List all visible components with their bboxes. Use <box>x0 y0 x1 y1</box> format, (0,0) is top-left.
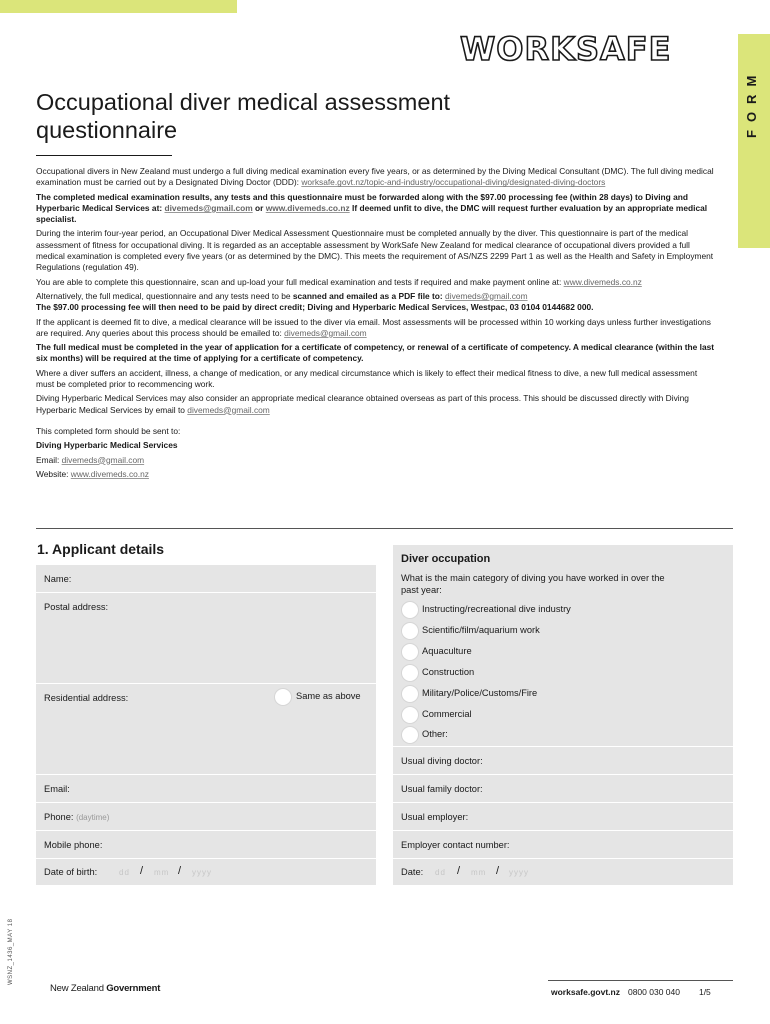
option-radio[interactable] <box>401 664 419 682</box>
pdf-email-link[interactable]: divemeds@gmail.com <box>445 290 528 301</box>
diver-occupation-panel <box>393 545 733 885</box>
contact-email-link[interactable]: divemeds@gmail.com <box>61 454 145 465</box>
mobile-phone-field[interactable] <box>36 831 376 859</box>
form-tab-label: FORM <box>744 67 759 138</box>
intro-paragraph-6 <box>36 317 716 340</box>
intro-paragraph-7 <box>36 342 716 365</box>
option-label: Scientific/film/aquarium work <box>422 625 540 635</box>
send-to-org <box>36 440 716 451</box>
name-field[interactable] <box>36 565 376 593</box>
same-as-above-label: Same as above <box>296 691 361 701</box>
same-as-above-radio[interactable] <box>274 688 292 706</box>
send-to-website <box>36 469 716 480</box>
intro-p2-b: If deemed unfit to dive, the DMC will request further evaluation by an appropriate medical specialist. <box>36 202 708 225</box>
dob-slash-2: / <box>178 865 182 877</box>
option-radio[interactable] <box>401 706 419 724</box>
email-label: Email: <box>36 454 62 465</box>
footer-website[interactable]: worksafe.govt.nz <box>551 987 620 997</box>
option-radio[interactable] <box>401 601 419 619</box>
diving-doctor-field[interactable] <box>393 747 733 775</box>
send-to-email <box>36 455 716 466</box>
email-field-label: Email: <box>44 784 70 794</box>
section-1-title: 1. Applicant details <box>37 541 165 557</box>
postal-address-label: Postal address: <box>44 602 109 612</box>
phone-field[interactable] <box>36 803 376 831</box>
footer-phone: 0800 030 040 <box>627 987 680 997</box>
org-name: Diving Hyperbaric Medical Services <box>36 440 178 451</box>
phone-label-text: Phone: <box>44 812 77 822</box>
intro-p6-text: If the applicant is deemed fit to dive, a medical clearance will be issued to the diver via email. Most assessments will be processed within 10 working days unless further investigations are required. Any queries about this process should be emailed to: <box>36 316 711 338</box>
page-number: 1/5 <box>698 987 711 997</box>
mobile-phone-label: Mobile phone: <box>44 840 103 850</box>
intro-p5-a: Alternatively, the full medical, questionnaire and any tests need to be <box>36 290 293 301</box>
employer-contact-field[interactable] <box>393 831 733 859</box>
intro-paragraph-9 <box>36 393 716 416</box>
page-title: Occupational diver medical assessment questionnaire <box>36 89 451 143</box>
employer-field[interactable] <box>393 803 733 831</box>
family-doctor-field[interactable] <box>393 775 733 803</box>
phone-daytime-hint: (daytime) <box>76 813 110 822</box>
phone-label <box>44 812 109 822</box>
employer-contact-label: Employer contact number: <box>401 840 510 850</box>
form-code: WSNZ_1436_MAY 18 <box>8 918 14 985</box>
worksafe-logo: WORKSAFE <box>460 30 672 68</box>
date-year-placeholder[interactable]: yyyy <box>509 868 529 877</box>
diving-doctor-label: Usual diving doctor: <box>401 756 483 766</box>
date-of-birth-field[interactable] <box>36 859 376 885</box>
date-slash-2: / <box>496 865 500 877</box>
nz-government-logo <box>50 983 160 994</box>
date-month-placeholder[interactable]: mm <box>471 868 487 877</box>
occupation-question: What is the main category of diving you have worked in over the past year: <box>401 573 665 595</box>
option-radio[interactable] <box>401 643 419 661</box>
option-label: Instructing/recreational dive industry <box>422 604 571 614</box>
gov-logo-part-2: Government <box>106 983 161 994</box>
intro-p2-a: The completed medical examination results, any tests and this questionnaire must be forwarded along with the $97.00 processing fee (within 28 days) to Diving and Hyperbaric Medical Services at: <box>36 191 689 213</box>
top-accent-bar <box>0 0 237 13</box>
divemeds-web-link[interactable]: www.divemeds.co.nz <box>265 202 350 213</box>
option-label: Commercial <box>422 709 472 719</box>
online-payment-link[interactable]: www.divemeds.co.nz <box>563 276 642 287</box>
date-day-placeholder[interactable]: dd <box>435 868 446 877</box>
dob-slash-1: / <box>140 865 144 877</box>
queries-email-link[interactable]: divemeds@gmail.com <box>284 327 367 338</box>
gov-logo-part-1: New Zealand <box>50 983 107 994</box>
option-radio[interactable] <box>401 685 419 703</box>
family-doctor-label: Usual family doctor: <box>401 784 483 794</box>
divemeds-email-link[interactable]: divemeds@gmail.com <box>164 202 253 213</box>
date-label: Date: <box>401 867 424 877</box>
residential-address-label: Residential address: <box>44 693 129 703</box>
diver-occupation-title: Diver occupation <box>401 553 491 565</box>
dob-day-placeholder[interactable]: dd <box>119 868 130 877</box>
residential-address-field[interactable] <box>36 684 376 775</box>
overseas-email-link[interactable]: divemeds@gmail.com <box>187 404 270 415</box>
option-radio[interactable] <box>401 622 419 640</box>
intro-p5-b: The $97.00 processing fee will then need to be paid by direct credit; Diving and Hyperbaric Medical Services, Westpac, 03 0104 0144682 000. <box>36 302 594 313</box>
postal-address-field[interactable] <box>36 593 376 684</box>
intro-p2-or: or <box>252 202 266 213</box>
dob-year-placeholder[interactable]: yyyy <box>192 868 212 877</box>
intro-text <box>36 166 716 483</box>
dob-label: Date of birth: <box>44 867 98 877</box>
ddd-link[interactable]: worksafe.govt.nz/topic-and-industry/occupational-diving/designated-diving-doctors <box>301 177 606 188</box>
intro-paragraph-4 <box>36 277 716 288</box>
form-side-tab <box>738 34 770 248</box>
intro-paragraph-3: During the interim four-year period, an Occupational Diver Medical Assessment Questionnaire must be completed annually by the diver. This questionnaire is part of the medical assessment of fitness for occupational diving. It is regarded as an acceptable assessment by WorkSafe New Zealand for medical clearance of occupational divers provided a full medical examination is completed every five years (or as determined by the DMC). This meets the requirement of AS/NZS 2299 Part 1 as well as the Health and Safety in Employment Regulations (regulation 49). <box>36 228 714 273</box>
send-to-label: This completed form should be sent to: <box>36 425 181 436</box>
email-field[interactable] <box>36 775 376 803</box>
date-field[interactable] <box>393 859 733 885</box>
name-label: Name: <box>44 574 72 584</box>
employer-label: Usual employer: <box>401 812 469 822</box>
intro-p4-text: You are able to complete this questionnaire, scan and up-load your full medical examination and tests if required and make payment online at: <box>36 276 564 287</box>
footer-rule <box>548 980 733 981</box>
title-underline <box>36 155 172 156</box>
website-label: Website: <box>36 468 71 479</box>
option-radio[interactable] <box>401 726 419 744</box>
contact-website-link[interactable]: www.divemeds.co.nz <box>70 468 149 479</box>
footer-info <box>551 987 711 997</box>
intro-paragraph-1 <box>36 166 716 189</box>
intro-paragraph-2 <box>36 192 716 226</box>
intro-p9-text: Diving Hyperbaric Medical Services may also consider an appropriate medical clearance obtained overseas as part of this process. This should be discussed directly with Diving Hyperbaric Medical Services by email to <box>36 393 689 415</box>
option-label: Other: <box>422 729 448 739</box>
intro-p1-text: Occupational divers in New Zealand must undergo a full diving medical examination every five years, or as determined by the Diving Medical Consultant (DMC). The full diving medical examination must be carried out by a Designated Diving Doctor (DDD): <box>36 166 714 188</box>
section-divider <box>36 528 733 529</box>
intro-p5-bold: scanned and emailed as a PDF file to: <box>292 290 446 301</box>
intro-paragraph-5 <box>36 291 716 314</box>
applicant-details-panel <box>36 565 376 885</box>
intro-paragraph-8: Where a diver suffers an accident, illness, a change of medication, or any medical circumstance which is likely to effect their medical fitness to dive, a new full medical assessment must be completed prior to recommencing work. <box>36 367 698 390</box>
intro-p7-bold: The full medical must be completed in the year of application for a certificate of competency, or renewal of a certificate of competency. A medical clearance (within the last six months) will be required at the time of applying for a certificate of competency. <box>36 342 715 364</box>
option-label: Aquaculture <box>422 646 472 656</box>
option-label: Military/Police/Customs/Fire <box>422 688 538 698</box>
option-label: Construction <box>422 667 475 677</box>
dob-month-placeholder[interactable]: mm <box>154 868 170 877</box>
date-slash-1: / <box>457 865 461 877</box>
